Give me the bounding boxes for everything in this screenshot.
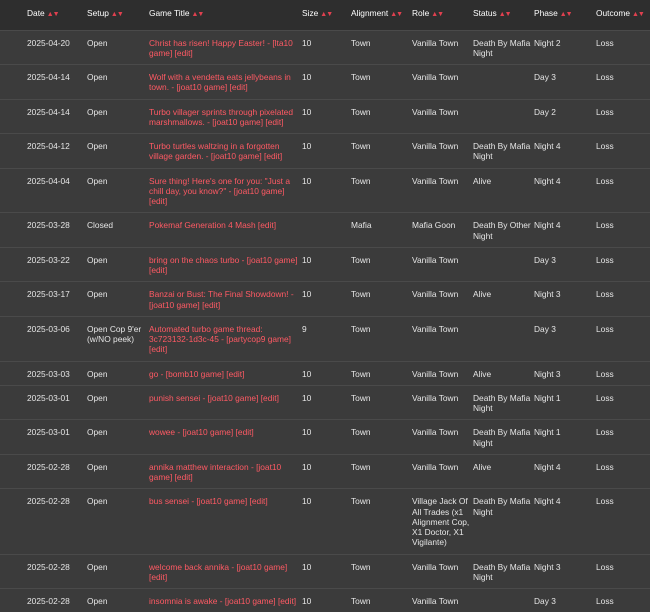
- outcome-cell: Loss: [596, 420, 650, 455]
- role-cell: Vanilla Town: [412, 589, 473, 612]
- size-cell: 10: [302, 420, 351, 455]
- column-header-role[interactable]: [412, 0, 473, 30]
- size-cell: 10: [302, 489, 351, 554]
- date-cell: 2025-03-01: [0, 385, 87, 420]
- table-row: [0, 168, 650, 213]
- column-header-label: Role: [412, 8, 429, 18]
- role-cell: Vanilla Town: [412, 554, 473, 589]
- phase-cell: Night 4: [534, 213, 596, 248]
- table-row: [0, 30, 650, 65]
- game-title-link[interactable]: go - [bomb10 game] [edit]: [149, 361, 302, 385]
- outcome-cell: Loss: [596, 554, 650, 589]
- date-cell: 2025-02-28: [0, 489, 87, 554]
- phase-cell: Day 3: [534, 589, 596, 612]
- sort-arrows-icon[interactable]: ▲▼: [320, 11, 332, 18]
- table-row: [0, 554, 650, 589]
- game-title-link[interactable]: bus sensei - [joat10 game] [edit]: [149, 489, 302, 554]
- game-title-link[interactable]: bring on the chaos turbo - [joat10 game] [edit]: [149, 247, 302, 282]
- table-row: [0, 385, 650, 420]
- date-cell: 2025-02-28: [0, 554, 87, 589]
- status-cell: [473, 316, 534, 361]
- setup-cell: Open: [87, 361, 149, 385]
- date-cell: 2025-03-17: [0, 282, 87, 317]
- outcome-cell: Loss: [596, 282, 650, 317]
- status-cell: [473, 99, 534, 134]
- size-cell: 9: [302, 316, 351, 361]
- game-title-link[interactable]: punish sensei - [joat10 game] [edit]: [149, 385, 302, 420]
- size-cell: 10: [302, 99, 351, 134]
- phase-cell: Night 1: [534, 385, 596, 420]
- phase-cell: Day 3: [534, 65, 596, 100]
- role-cell: Vanilla Town: [412, 134, 473, 169]
- column-header-alignment[interactable]: [351, 0, 412, 30]
- table-row: [0, 316, 650, 361]
- table-row: [0, 489, 650, 554]
- sort-arrows-icon[interactable]: ▲▼: [560, 11, 572, 18]
- column-header-status[interactable]: [473, 0, 534, 30]
- phase-cell: Day 3: [534, 247, 596, 282]
- phase-cell: Night 2: [534, 30, 596, 65]
- setup-cell: Open Cop 9'er (w/NO peek): [87, 316, 149, 361]
- table-row: [0, 589, 650, 612]
- setup-cell: Open: [87, 420, 149, 455]
- alignment-cell: Town: [351, 361, 412, 385]
- column-header-setup[interactable]: [87, 0, 149, 30]
- outcome-cell: Loss: [596, 247, 650, 282]
- role-cell: Vanilla Town: [412, 361, 473, 385]
- outcome-cell: Loss: [596, 30, 650, 65]
- game-title-link[interactable]: annika matthew interaction - [joat10 game] [edit]: [149, 454, 302, 489]
- game-title-link[interactable]: Turbo turtles waltzing in a forgotten village garden. - [joat10 game] [edit]: [149, 134, 302, 169]
- game-title-link[interactable]: welcome back annika - [joat10 game] [edit]: [149, 554, 302, 589]
- role-cell: Vanilla Town: [412, 316, 473, 361]
- outcome-cell: Loss: [596, 489, 650, 554]
- alignment-cell: Town: [351, 282, 412, 317]
- column-header-game-title[interactable]: [149, 0, 302, 30]
- alignment-cell: Town: [351, 385, 412, 420]
- column-header-size[interactable]: [302, 0, 351, 30]
- size-cell: 10: [302, 454, 351, 489]
- column-header-label: Outcome: [596, 8, 630, 18]
- alignment-cell: Mafia: [351, 213, 412, 248]
- date-cell: 2025-03-01: [0, 420, 87, 455]
- alignment-cell: Town: [351, 99, 412, 134]
- outcome-cell: Loss: [596, 65, 650, 100]
- phase-cell: Night 4: [534, 134, 596, 169]
- phase-cell: Night 3: [534, 554, 596, 589]
- size-cell: 10: [302, 361, 351, 385]
- setup-cell: Open: [87, 134, 149, 169]
- setup-cell: Closed: [87, 213, 149, 248]
- phase-cell: Night 3: [534, 361, 596, 385]
- table-row: [0, 134, 650, 169]
- table-row: [0, 99, 650, 134]
- phase-cell: Night 4: [534, 454, 596, 489]
- role-cell: Vanilla Town: [412, 247, 473, 282]
- role-cell: Village Jack Of All Trades (x1 Alignment Cop, X1 Doctor, X1 Vigilante): [412, 489, 473, 554]
- status-cell: Death By Other Night: [473, 213, 534, 248]
- setup-cell: Open: [87, 454, 149, 489]
- phase-cell: Day 3: [534, 316, 596, 361]
- alignment-cell: Town: [351, 420, 412, 455]
- phase-cell: Night 4: [534, 489, 596, 554]
- column-header-label: Setup: [87, 8, 109, 18]
- setup-cell: Open: [87, 168, 149, 213]
- role-cell: Vanilla Town: [412, 420, 473, 455]
- setup-cell: Open: [87, 554, 149, 589]
- outcome-cell: Loss: [596, 385, 650, 420]
- alignment-cell: Town: [351, 65, 412, 100]
- outcome-cell: Loss: [596, 99, 650, 134]
- status-cell: [473, 247, 534, 282]
- size-cell: 10: [302, 385, 351, 420]
- status-cell: Death By Mafia Night: [473, 385, 534, 420]
- size-cell: 10: [302, 282, 351, 317]
- role-cell: Vanilla Town: [412, 30, 473, 65]
- game-title-link[interactable]: Turbo villager sprints through pixelated marshmallows. - [joat10 game] [edit]: [149, 99, 302, 134]
- sort-arrows-icon[interactable]: ▲▼: [390, 11, 402, 18]
- column-header-label: Phase: [534, 8, 558, 18]
- date-cell: 2025-04-14: [0, 65, 87, 100]
- column-header-label: Date: [27, 8, 45, 18]
- role-cell: Vanilla Town: [412, 65, 473, 100]
- size-cell: 10: [302, 554, 351, 589]
- size-cell: 10: [302, 30, 351, 65]
- role-cell: Mafia Goon: [412, 213, 473, 248]
- setup-cell: Open: [87, 282, 149, 317]
- phase-cell: Night 4: [534, 168, 596, 213]
- table-body: [0, 30, 650, 612]
- sort-arrows-icon[interactable]: ▲▼: [499, 11, 511, 18]
- setup-cell: Open: [87, 385, 149, 420]
- status-cell: Alive: [473, 454, 534, 489]
- status-cell: [473, 589, 534, 612]
- column-header-label: Alignment: [351, 8, 388, 18]
- setup-cell: Open: [87, 589, 149, 612]
- table-row: [0, 247, 650, 282]
- status-cell: Alive: [473, 282, 534, 317]
- alignment-cell: Town: [351, 247, 412, 282]
- status-cell: Alive: [473, 168, 534, 213]
- table-row: [0, 213, 650, 248]
- role-cell: Vanilla Town: [412, 99, 473, 134]
- game-title-link[interactable]: wowee - [joat10 game] [edit]: [149, 420, 302, 455]
- sort-arrows-icon[interactable]: ▲▼: [632, 11, 644, 18]
- status-cell: [473, 65, 534, 100]
- table-row: [0, 454, 650, 489]
- role-cell: Vanilla Town: [412, 168, 473, 213]
- alignment-cell: Town: [351, 134, 412, 169]
- size-cell: 10: [302, 589, 351, 612]
- alignment-cell: Town: [351, 454, 412, 489]
- setup-cell: Open: [87, 99, 149, 134]
- game-title-link[interactable]: insomnia is awake - [joat10 game] [edit]: [149, 589, 302, 612]
- status-cell: Death By Mafia Night: [473, 489, 534, 554]
- size-cell: [302, 213, 351, 248]
- date-cell: 2025-03-06: [0, 316, 87, 361]
- date-cell: 2025-04-14: [0, 99, 87, 134]
- outcome-cell: Loss: [596, 168, 650, 213]
- game-title-link[interactable]: Pokemaf Generation 4 Mash [edit]: [149, 213, 302, 248]
- outcome-cell: Loss: [596, 589, 650, 612]
- size-cell: 10: [302, 65, 351, 100]
- sort-arrows-icon[interactable]: ▲▼: [431, 11, 443, 18]
- size-cell: 10: [302, 134, 351, 169]
- table-header-row: [0, 0, 650, 30]
- alignment-cell: Town: [351, 554, 412, 589]
- game-title-link[interactable]: Banzai or Bust: The Final Showdown! - [joat10 game] [edit]: [149, 282, 302, 317]
- column-header-phase[interactable]: [534, 0, 596, 30]
- column-header-date[interactable]: [0, 0, 87, 30]
- sort-arrows-icon[interactable]: ▲▼: [111, 11, 123, 18]
- table-row: [0, 65, 650, 100]
- status-cell: Death By Mafia Night: [473, 30, 534, 65]
- outcome-cell: Loss: [596, 454, 650, 489]
- status-cell: Death By Mafia Night: [473, 554, 534, 589]
- table-row: [0, 361, 650, 385]
- column-header-label: Game Title: [149, 8, 190, 18]
- table-row: [0, 420, 650, 455]
- setup-cell: Open: [87, 65, 149, 100]
- game-title-link[interactable]: Wolf with a vendetta eats jellybeans in town. - [joat10 game] [edit]: [149, 65, 302, 100]
- setup-cell: Open: [87, 489, 149, 554]
- alignment-cell: Town: [351, 316, 412, 361]
- phase-cell: Night 1: [534, 420, 596, 455]
- role-cell: Vanilla Town: [412, 282, 473, 317]
- size-cell: 10: [302, 247, 351, 282]
- phase-cell: Night 3: [534, 282, 596, 317]
- game-title-link[interactable]: Sure thing! Here's one for you: "Just a chill day, you know?" - [joat10 game] [edit]: [149, 168, 302, 213]
- alignment-cell: Town: [351, 168, 412, 213]
- alignment-cell: Town: [351, 30, 412, 65]
- phase-cell: Day 2: [534, 99, 596, 134]
- setup-cell: Open: [87, 247, 149, 282]
- sort-arrows-icon[interactable]: ▲▼: [192, 11, 204, 18]
- game-title-link[interactable]: Christ has risen! Happy Easter! - [lta10 game] [edit]: [149, 30, 302, 65]
- column-header-outcome[interactable]: [596, 0, 650, 30]
- setup-cell: Open: [87, 30, 149, 65]
- outcome-cell: Loss: [596, 213, 650, 248]
- date-cell: 2025-04-20: [0, 30, 87, 65]
- outcome-cell: Loss: [596, 316, 650, 361]
- column-header-label: Status: [473, 8, 497, 18]
- game-title-link[interactable]: Automated turbo game thread: 3c723132-1d3c-45 - [partycop9 game] [edit]: [149, 316, 302, 361]
- size-cell: 10: [302, 168, 351, 213]
- date-cell: 2025-03-03: [0, 361, 87, 385]
- alignment-cell: Town: [351, 489, 412, 554]
- status-cell: Death By Mafia Night: [473, 134, 534, 169]
- role-cell: Vanilla Town: [412, 454, 473, 489]
- date-cell: 2025-04-12: [0, 134, 87, 169]
- date-cell: 2025-03-28: [0, 213, 87, 248]
- column-header-label: Size: [302, 8, 318, 18]
- table-row: [0, 282, 650, 317]
- date-cell: 2025-02-28: [0, 589, 87, 612]
- status-cell: Death By Mafia Night: [473, 420, 534, 455]
- outcome-cell: Loss: [596, 134, 650, 169]
- outcome-cell: Loss: [596, 361, 650, 385]
- role-cell: Vanilla Town: [412, 385, 473, 420]
- status-cell: Alive: [473, 361, 534, 385]
- alignment-cell: Town: [351, 589, 412, 612]
- date-cell: 2025-02-28: [0, 454, 87, 489]
- date-cell: 2025-03-22: [0, 247, 87, 282]
- date-cell: 2025-04-04: [0, 168, 87, 213]
- sort-arrows-icon[interactable]: ▲▼: [47, 11, 59, 18]
